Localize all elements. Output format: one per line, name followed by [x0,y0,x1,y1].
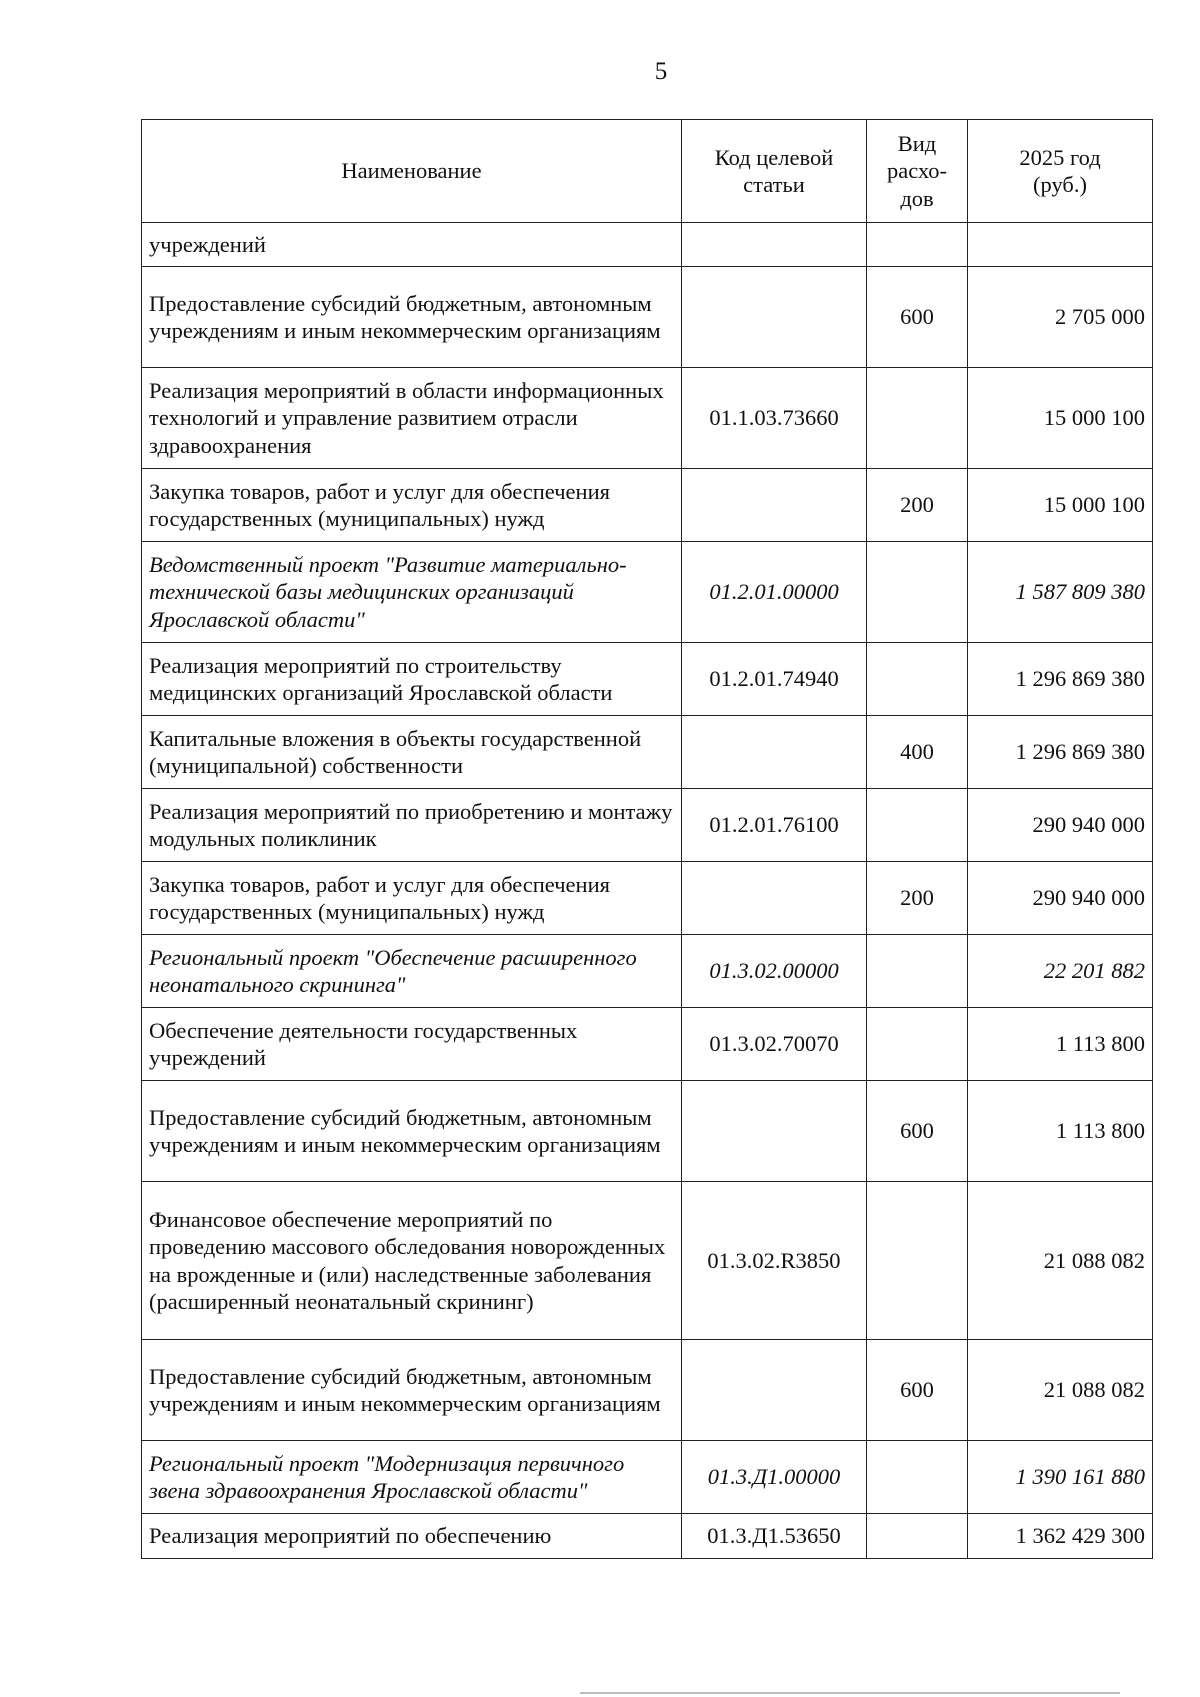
row-code: 01.3.Д1.53650 [682,1514,867,1559]
header-type-line-2: расхо- [886,158,948,184]
row-code: 01.3.02.00000 [682,935,867,1008]
row-name: Финансовое обеспечение мероприятий по проведению массового обследования новорожденных на врожденные и (или) наследственные заболевания (расширенный неонатальный скрининг) [142,1182,682,1340]
row-amount: 1 587 809 380 [968,542,1153,643]
row-code [682,716,867,789]
row-name: Реализация мероприятий в области информационных технологий и управление развитием отрасли здравоохранения [142,368,682,469]
row-amount: 1 390 161 880 [968,1441,1153,1514]
row-type [867,368,968,469]
row-amount: 15 000 100 [968,469,1153,542]
row-type: 600 [867,1340,968,1441]
row-amount: 1 113 800 [968,1081,1153,1182]
header-amount [968,120,1153,223]
table-header-row [142,120,1153,223]
row-type [867,542,968,643]
row-code: 01.1.03.73660 [682,368,867,469]
row-code [682,1081,867,1182]
row-name: Предоставление субсидий бюджетным, автономным учреждениям и иным некоммерческим организациям [142,1081,682,1182]
row-amount: 2 705 000 [968,267,1153,368]
row-code [682,267,867,368]
row-amount: 21 088 082 [968,1182,1153,1340]
page-number: 5 [654,58,668,85]
row-type: 600 [867,1081,968,1182]
table-row [142,1081,1153,1182]
row-name: Закупка товаров, работ и услуг для обеспечения государственных (муниципальных) нужд [142,469,682,542]
table-row [142,1441,1153,1514]
table-row [142,469,1153,542]
header-type-line-3: дов [900,185,934,211]
table-row [142,1340,1153,1441]
row-amount: 290 940 000 [968,789,1153,862]
row-type [867,223,968,267]
row-name: Региональный проект "Модернизация первичного звена здравоохранения Ярославской области" [142,1441,682,1514]
row-type [867,1441,968,1514]
table-row [142,223,1153,267]
header-code: Код целевой статьи [682,120,867,223]
row-name: Реализация мероприятий по обеспечению [142,1514,682,1559]
row-amount: 290 940 000 [968,862,1153,935]
header-type [867,120,968,223]
row-type [867,935,968,1008]
row-type [867,1182,968,1340]
table-row [142,862,1153,935]
table-row [142,1514,1153,1559]
budget-table [141,119,1153,1559]
row-amount: 1 296 869 380 [968,716,1153,789]
row-type: 200 [867,862,968,935]
row-type: 600 [867,267,968,368]
row-code [682,862,867,935]
row-type [867,643,968,716]
row-amount: 1 362 429 300 [968,1514,1153,1559]
row-name: Предоставление субсидий бюджетным, автономным учреждениям и иным некоммерческим организациям [142,1340,682,1441]
row-type [867,789,968,862]
row-name: Закупка товаров, работ и услуг для обеспечения государственных (муниципальных) нужд [142,862,682,935]
table-row [142,789,1153,862]
row-name: Обеспечение деятельности государственных учреждений [142,1008,682,1081]
row-name: учреждений [142,223,682,267]
row-code: 01.3.02.70070 [682,1008,867,1081]
row-amount: 15 000 100 [968,368,1153,469]
row-code: 01.2.01.74940 [682,643,867,716]
row-type [867,1514,968,1559]
row-name: Капитальные вложения в объекты государственной (муниципальной) собственности [142,716,682,789]
table-row [142,643,1153,716]
row-code: 01.2.01.00000 [682,542,867,643]
row-name: Реализация мероприятий по строительству медицинских организаций Ярославской области [142,643,682,716]
table-row [142,542,1153,643]
row-code: 01.3.02.R3850 [682,1182,867,1340]
row-amount: 1 113 800 [968,1008,1153,1081]
row-code [682,1340,867,1441]
table-row [142,368,1153,469]
table-row [142,935,1153,1008]
row-type: 200 [867,469,968,542]
header-amount-line-2: (руб.) [1033,172,1087,197]
footer-divider [580,1692,1120,1694]
row-amount [968,223,1153,267]
row-amount: 1 296 869 380 [968,643,1153,716]
row-amount: 21 088 082 [968,1340,1153,1441]
header-name: Наименование [142,120,682,223]
table-row [142,1008,1153,1081]
row-code: 01.2.01.76100 [682,789,867,862]
row-name: Предоставление субсидий бюджетным, автономным учреждениям и иным некоммерческим организациям [142,267,682,368]
row-type: 400 [867,716,968,789]
row-code [682,223,867,267]
row-code: 01.3.Д1.00000 [682,1441,867,1514]
row-code [682,469,867,542]
row-name: Ведомственный проект "Развитие материально-технической базы медицинских организаций Ярославской области" [142,542,682,643]
header-amount-line-1: 2025 год [1019,144,1101,170]
table-row [142,716,1153,789]
row-amount: 22 201 882 [968,935,1153,1008]
row-name: Региональный проект "Обеспечение расширенного неонатального скрининга" [142,935,682,1008]
table-row [142,1182,1153,1340]
header-type-line-1: Вид [897,130,937,156]
row-type [867,1008,968,1081]
table-row [142,267,1153,368]
row-name: Реализация мероприятий по приобретению и монтажу модульных поликлиник [142,789,682,862]
